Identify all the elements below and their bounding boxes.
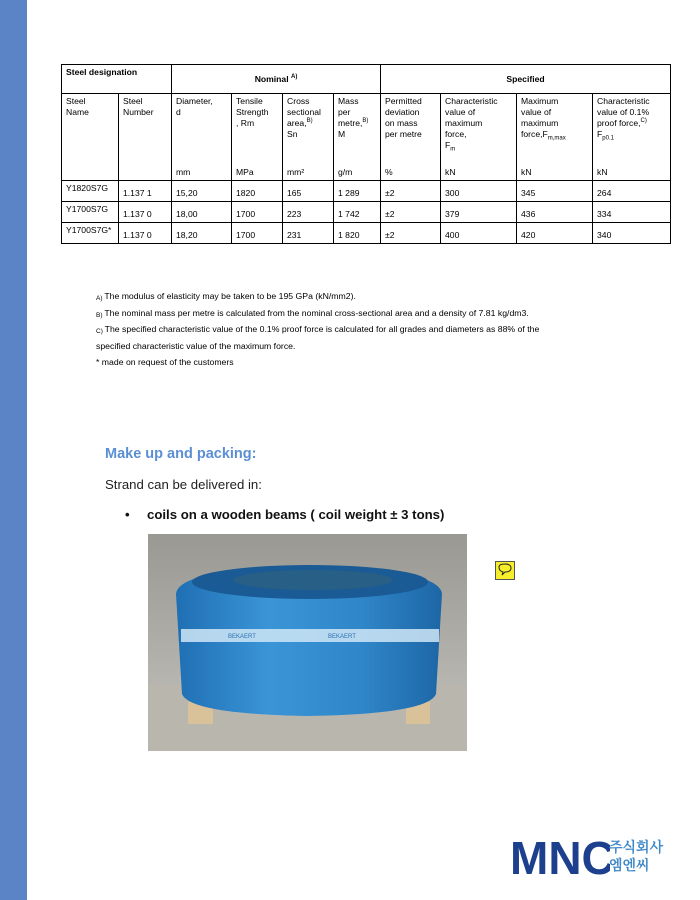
column-header: Tensile Strength , Rm MPa <box>232 94 283 181</box>
comment-icon[interactable] <box>495 561 515 580</box>
table-cell: 1700 <box>232 223 283 244</box>
table-cell: 400 <box>441 223 517 244</box>
table-cell: 231 <box>283 223 334 244</box>
table-cell: ±2 <box>381 202 441 223</box>
table-cell: Y1700S7G* <box>62 223 119 244</box>
table-cell: 1 820 <box>334 223 381 244</box>
table-cell: 1 289 <box>334 181 381 202</box>
table-cell: 1700 <box>232 202 283 223</box>
table-cell: 1.137 1 <box>119 181 172 202</box>
table-cell: 334 <box>593 202 671 223</box>
table-cell: 223 <box>283 202 334 223</box>
table-cell: ±2 <box>381 181 441 202</box>
nominal-header: Nominal $^{A)}$ <box>172 65 381 94</box>
table-cell: 15,20 <box>172 181 232 202</box>
table-cell: 1820 <box>232 181 283 202</box>
bullet-icon: • <box>125 507 130 522</box>
table-cell: 420 <box>517 223 593 244</box>
table-group-header-row <box>62 65 671 94</box>
table-cell: ±2 <box>381 223 441 244</box>
specified-header: Specified <box>381 65 671 94</box>
column-header: Permitted deviation on mass per metre % <box>381 94 441 181</box>
table-cell: Y1820S7G <box>62 181 119 202</box>
column-header: Steel Number <box>119 94 172 181</box>
section-heading: Make up and packing: <box>105 446 257 462</box>
delivery-intro: Strand can be delivered in: <box>105 477 262 492</box>
footnotes <box>96 288 656 371</box>
table-cell: 436 <box>517 202 593 223</box>
table-row <box>62 223 671 244</box>
column-header: Cross sectional area,$^{B)}$ Sn mm² <box>283 94 334 181</box>
coil-photo <box>148 534 467 751</box>
column-header: Steel Name <box>62 94 119 181</box>
footnote: A) The modulus of elasticity may be taken to be 195 GPa (kN/mm2). <box>96 291 356 302</box>
table-cell: 1.137 0 <box>119 202 172 223</box>
table-row <box>62 202 671 223</box>
table-cell: Y1700S7G <box>62 202 119 223</box>
table-cell: 345 <box>517 181 593 202</box>
column-header: Mass per metre,$^{B)}$ M g/m <box>334 94 381 181</box>
footnote: C) The specified characteristic value of the 0.1% proof force is calculated for all grades and diameters as 88% of the <box>96 324 540 336</box>
footnote: specified characteristic value of the maximum force. <box>96 340 296 351</box>
band-text: BEKAERT <box>228 634 256 640</box>
table-cell: 1 742 <box>334 202 381 223</box>
left-accent-bar <box>0 0 27 900</box>
table-cell: 18,20 <box>172 223 232 244</box>
table-cell: 18,00 <box>172 202 232 223</box>
column-header: Maximum value of maximum $force,F_{m,max}$ kN <box>517 94 593 181</box>
column-header: Characteristic value of 0.1% proof force,$^{C)}$ $F_{p0.1}$ kN <box>593 94 671 181</box>
table-cell: 1.137 0 <box>119 223 172 244</box>
column-header: Diameter, d mm <box>172 94 232 181</box>
designation-header: Steel designation <box>62 65 172 94</box>
column-header: Characteristic value of maximum force, $F_m$ kN <box>441 94 517 181</box>
table-cell: 264 <box>593 181 671 202</box>
table-row <box>62 181 671 202</box>
table-body <box>62 181 671 244</box>
footnote: B) The nominal mass per metre is calculated from the nominal cross-sectional area and a density of 7.81 kg/dm3. <box>96 307 529 319</box>
logo-korean: 주식회사 엠엔씨 <box>609 839 664 873</box>
bullet-item: • coils on a wooden beams ( coil weight ± 3 tons) <box>125 507 445 522</box>
table-cell: 379 <box>441 202 517 223</box>
table-cell: 165 <box>283 181 334 202</box>
band-text: BEKAERT <box>328 634 356 640</box>
table-column-header-row <box>62 94 671 181</box>
table-cell: 300 <box>441 181 517 202</box>
table-cell: 340 <box>593 223 671 244</box>
logo-mark: MNC <box>510 832 610 878</box>
steel-spec-table <box>61 64 671 244</box>
footnote: * made on request of the customers <box>96 357 234 368</box>
